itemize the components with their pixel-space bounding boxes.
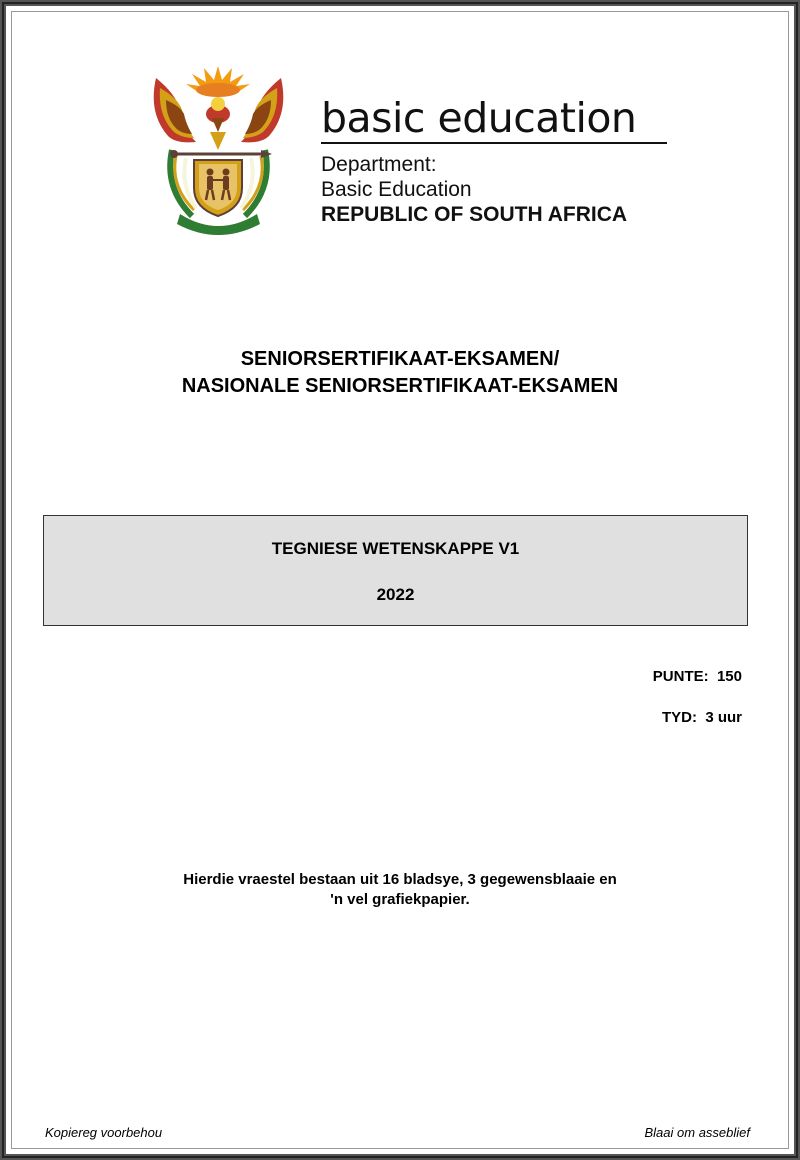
exam-heading-line1: SENIORSERTIFIKAAT-EKSAMEN/ [240, 348, 560, 370]
department-branding [321, 94, 671, 227]
shield-icon [194, 160, 242, 216]
sun-icon [186, 66, 250, 97]
paper-contents-note [6, 870, 794, 910]
country-name: REPUBLIC OF SOUTH AFRICA [321, 203, 628, 226]
brand-underline [321, 142, 667, 144]
coat-of-arms-logo [146, 58, 291, 238]
spear-icon [170, 150, 272, 158]
total-marks: PUNTE: 150 [652, 668, 742, 685]
secretary-bird-icon [206, 97, 230, 150]
subject-box [43, 515, 748, 626]
note-line2: 'n vel grafiekpapier. [330, 891, 470, 908]
exam-duration: TYD: 3 uur [661, 709, 742, 726]
exam-heading-line2: NASIONALE SENIORSERTIFIKAAT-EKSAMEN [181, 375, 619, 397]
brand-title: basic education [321, 94, 637, 142]
subject-name: TEGNIESE WETENSKAPPE V1 [271, 539, 520, 558]
department-name: Basic Education [321, 178, 472, 201]
exam-heading [6, 346, 794, 400]
department-label: Department: [321, 153, 437, 176]
note-line1: Hierdie vraestel bestaan uit 16 bladsye, 3 gegewensblaaie en [183, 871, 617, 888]
copyright-footer: Kopiereg voorbehou [45, 1125, 163, 1140]
subject-year: 2022 [376, 585, 415, 604]
turn-over-footer: Blaai om asseblief [644, 1125, 750, 1140]
